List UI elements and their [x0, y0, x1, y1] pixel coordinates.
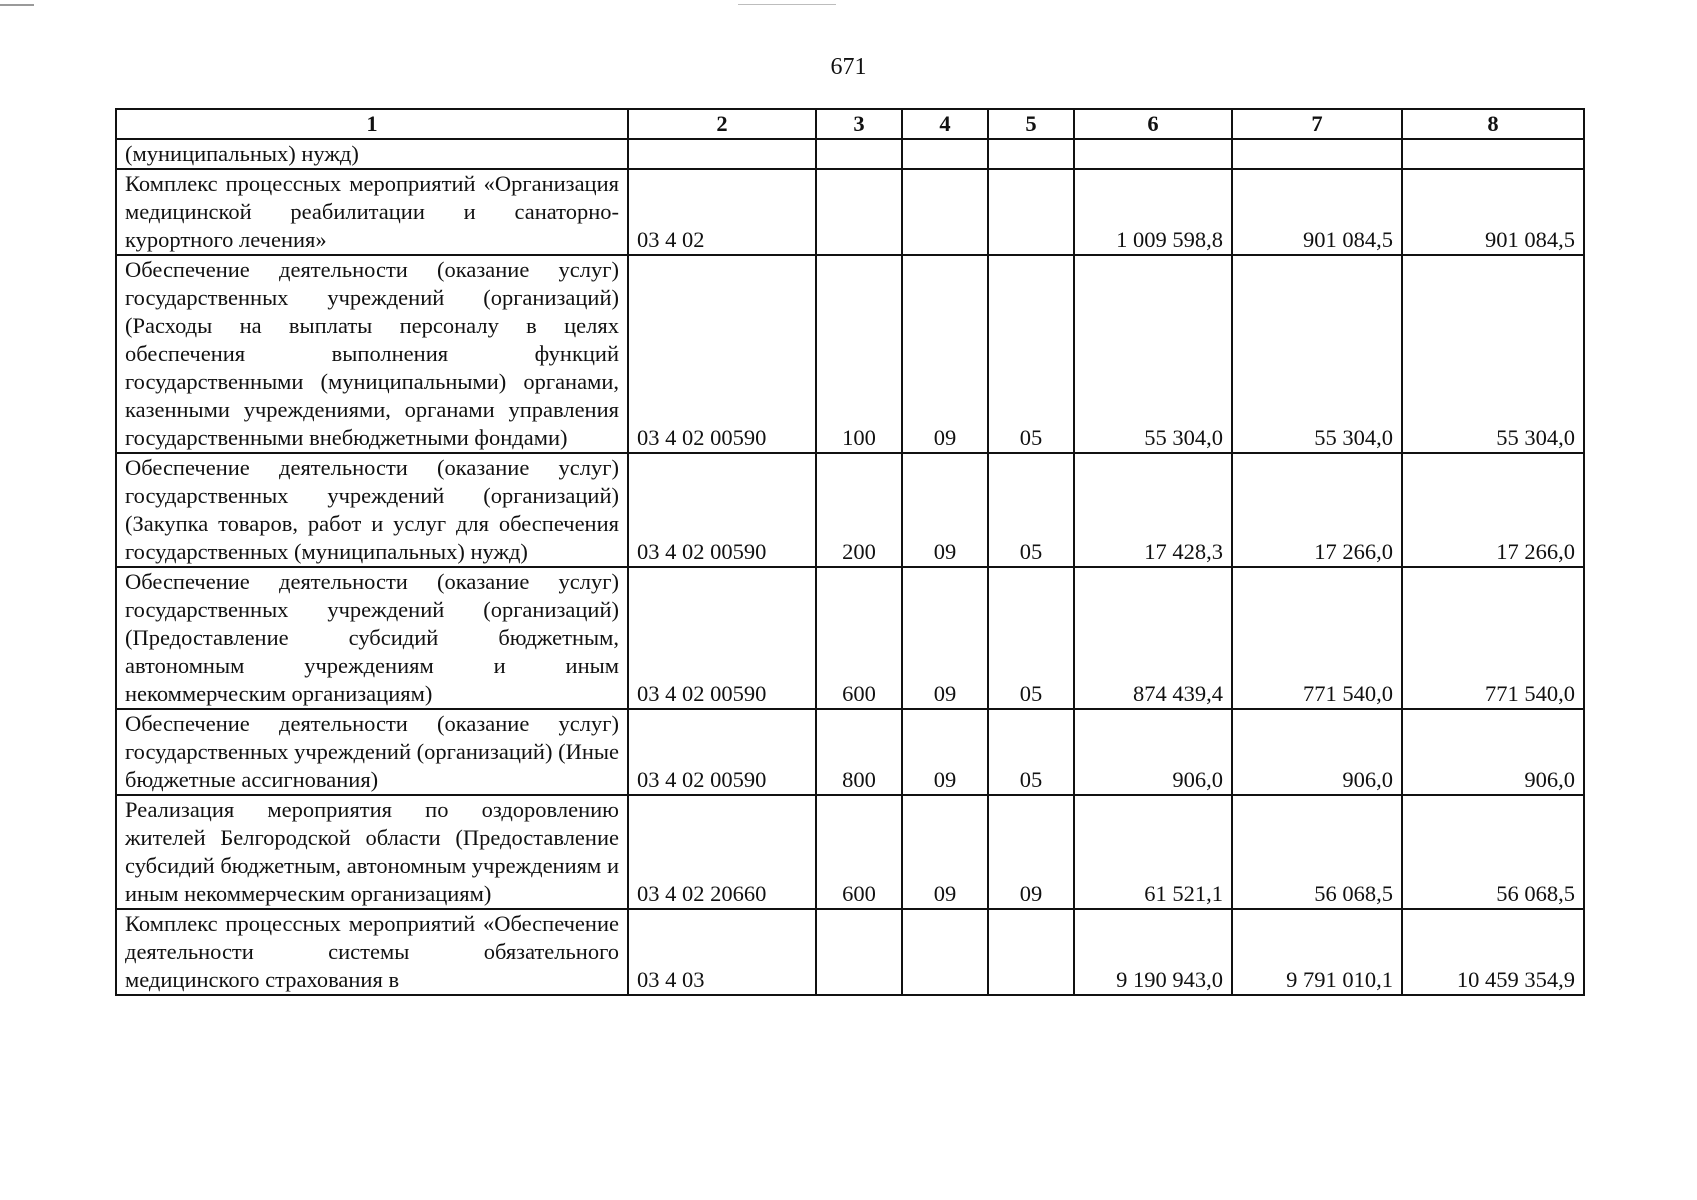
row-col4: 09 [902, 795, 988, 909]
row-col5: 05 [988, 709, 1074, 795]
row-col4: 09 [902, 453, 988, 567]
scan-edge-mark [738, 4, 836, 5]
table-row [116, 255, 1584, 453]
row-col3: 200 [816, 453, 902, 567]
row-col5: 05 [988, 255, 1074, 453]
row-name: Обеспечение деятельности (оказание услуг) государственных учреждений (организаций) (Иные бюджетные ассигнования) [116, 709, 628, 795]
row-col8: 771 540,0 [1402, 567, 1584, 709]
row-col5: 09 [988, 795, 1074, 909]
column-header: 2 [628, 109, 816, 139]
row-col6: 61 521,1 [1074, 795, 1232, 909]
row-code: 03 4 02 00590 [628, 255, 816, 453]
row-code: 03 4 02 20660 [628, 795, 816, 909]
row-col5: 05 [988, 453, 1074, 567]
row-col6 [1074, 139, 1232, 169]
table-row [116, 139, 1584, 169]
row-col5: 05 [988, 567, 1074, 709]
row-col7: 901 084,5 [1232, 169, 1402, 255]
row-col3 [816, 909, 902, 995]
row-col5 [988, 169, 1074, 255]
row-col6: 874 439,4 [1074, 567, 1232, 709]
column-header: 4 [902, 109, 988, 139]
row-name: Комплекс процессных мероприятий «Обеспечение деятельности системы обязательного медицинского страхования в [116, 909, 628, 995]
row-col7: 17 266,0 [1232, 453, 1402, 567]
row-col8: 17 266,0 [1402, 453, 1584, 567]
row-col7: 9 791 010,1 [1232, 909, 1402, 995]
row-col3 [816, 169, 902, 255]
row-col7: 771 540,0 [1232, 567, 1402, 709]
row-col4: 09 [902, 567, 988, 709]
table-row [116, 453, 1584, 567]
row-col6: 1 009 598,8 [1074, 169, 1232, 255]
column-header: 7 [1232, 109, 1402, 139]
row-col3: 600 [816, 567, 902, 709]
budget-table [115, 108, 1585, 996]
table-row [116, 567, 1584, 709]
row-col6: 17 428,3 [1074, 453, 1232, 567]
row-name: Обеспечение деятельности (оказание услуг) государственных учреждений (организаций) (Расходы на выплаты персоналу в целях обеспечения выполнения функций государственными (муниципальными) органами, казенными учреждениями, органами управления государственными внебюджетными фондами) [116, 255, 628, 453]
row-name: Обеспечение деятельности (оказание услуг) государственных учреждений (организаций) (Закупка товаров, работ и услуг для обеспечения государственных (муниципальных) нужд) [116, 453, 628, 567]
row-col4 [902, 139, 988, 169]
row-col3 [816, 139, 902, 169]
column-header: 8 [1402, 109, 1584, 139]
table-row [116, 169, 1584, 255]
row-code: 03 4 02 00590 [628, 453, 816, 567]
column-header: 6 [1074, 109, 1232, 139]
page-number: 671 [830, 54, 867, 80]
row-name: Комплекс процессных мероприятий «Организация медицинской реабилитации и санаторно-курортного лечения» [116, 169, 628, 255]
row-col8: 10 459 354,9 [1402, 909, 1584, 995]
table-row [116, 709, 1584, 795]
row-code: 03 4 02 00590 [628, 709, 816, 795]
row-name: Обеспечение деятельности (оказание услуг) государственных учреждений (организаций) (Предоставление субсидий бюджетным, автономным учреждениям и иным некоммерческим организациям) [116, 567, 628, 709]
row-col8: 906,0 [1402, 709, 1584, 795]
row-col4 [902, 169, 988, 255]
row-col5 [988, 139, 1074, 169]
table-row [116, 795, 1584, 909]
row-col6: 9 190 943,0 [1074, 909, 1232, 995]
row-col7: 56 068,5 [1232, 795, 1402, 909]
row-code: 03 4 03 [628, 909, 816, 995]
scan-edge-mark [0, 4, 34, 6]
row-code: 03 4 02 00590 [628, 567, 816, 709]
row-col4 [902, 909, 988, 995]
row-col4: 09 [902, 255, 988, 453]
row-col8: 55 304,0 [1402, 255, 1584, 453]
row-col8 [1402, 139, 1584, 169]
row-col3: 600 [816, 795, 902, 909]
row-col3: 800 [816, 709, 902, 795]
row-col7: 906,0 [1232, 709, 1402, 795]
row-col8: 56 068,5 [1402, 795, 1584, 909]
row-col7: 55 304,0 [1232, 255, 1402, 453]
column-header: 5 [988, 109, 1074, 139]
table-row [116, 909, 1584, 995]
table-header-row [116, 109, 1584, 139]
row-col4: 09 [902, 709, 988, 795]
row-col7 [1232, 139, 1402, 169]
row-name: Реализация мероприятия по оздоровлению жителей Белгородской области (Предоставление субсидий бюджетным, автономным учреждениям и иным некоммерческим организациям) [116, 795, 628, 909]
column-header: 1 [116, 109, 628, 139]
column-header: 3 [816, 109, 902, 139]
row-col5 [988, 909, 1074, 995]
row-col6: 55 304,0 [1074, 255, 1232, 453]
row-code [628, 139, 816, 169]
row-col8: 901 084,5 [1402, 169, 1584, 255]
row-col3: 100 [816, 255, 902, 453]
row-code: 03 4 02 [628, 169, 816, 255]
row-col6: 906,0 [1074, 709, 1232, 795]
row-name: (муниципальных) нужд) [116, 139, 628, 169]
